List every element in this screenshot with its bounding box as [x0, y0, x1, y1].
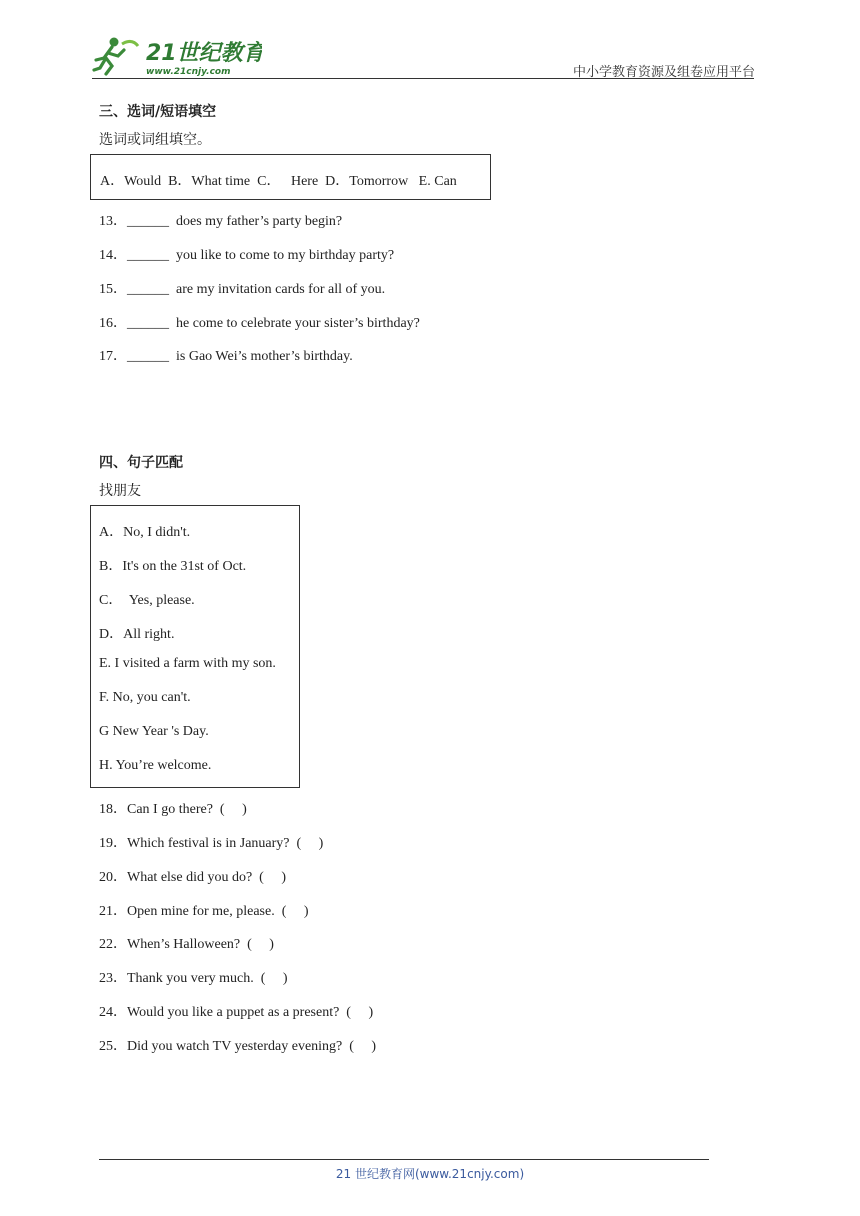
- logo-url: www.21cnjy.com: [146, 67, 231, 77]
- answer-choices-box: [90, 505, 300, 788]
- choice-d: D．All right.: [99, 627, 175, 642]
- question-13: 13．______ does my father’s party begin?: [99, 214, 343, 229]
- question-24: 24．Would you like a puppet as a present? ( ): [99, 1005, 374, 1020]
- section3-instruction: 选词或词组填空。: [99, 132, 211, 148]
- question-23: 23．Thank you very much. ( ): [99, 971, 288, 986]
- choice-f: F. No, you can't.: [99, 690, 191, 705]
- footer-link[interactable]: 21 世纪教育网(www.21cnjy.com): [335, 1167, 525, 1181]
- question-21: 21．Open mine for me, please. ( ): [99, 904, 309, 919]
- word-bank-options: A．Would B．What time C． Here D．Tomorrow E. Can: [100, 174, 457, 189]
- section3-heading: 三、选词/短语填空: [99, 104, 217, 120]
- question-18: 18．Can I go there? ( ): [99, 802, 247, 817]
- choice-a: A．No, I didn't.: [99, 525, 191, 540]
- section4-heading: 四、句子匹配: [99, 455, 183, 471]
- question-14: 14．______ you like to come to my birthday party?: [99, 248, 395, 263]
- logo-text: 21世纪教育: [146, 41, 262, 66]
- question-20: 20．What else did you do? ( ): [99, 870, 287, 885]
- header-divider: [92, 78, 754, 79]
- choice-c: C． Yes, please.: [99, 593, 195, 608]
- footer-divider: [99, 1159, 709, 1160]
- question-22: 22．When’s Halloween? ( ): [99, 937, 274, 952]
- question-15: 15．______ are my invitation cards for all of you.: [99, 282, 386, 297]
- question-17: 17．______ is Gao Wei’s mother’s birthday.: [99, 349, 353, 364]
- header-platform-name: 中小学教育资源及组卷应用平台: [572, 65, 755, 80]
- section4-instruction: 找朋友: [99, 483, 141, 499]
- question-19: 19．Which festival is in January? ( ): [99, 836, 324, 851]
- question-25: 25．Did you watch TV yesterday evening? ( ): [99, 1039, 377, 1054]
- choice-b: B．It's on the 31st of Oct.: [99, 559, 247, 574]
- choice-e: E. I visited a farm with my son.: [99, 656, 276, 671]
- choice-g: G New Year 's Day.: [99, 724, 209, 739]
- site-logo: [92, 34, 262, 78]
- question-16: 16．______ he come to celebrate your sister’s birthday?: [99, 316, 420, 331]
- choice-h: H. You’re welcome.: [99, 758, 212, 773]
